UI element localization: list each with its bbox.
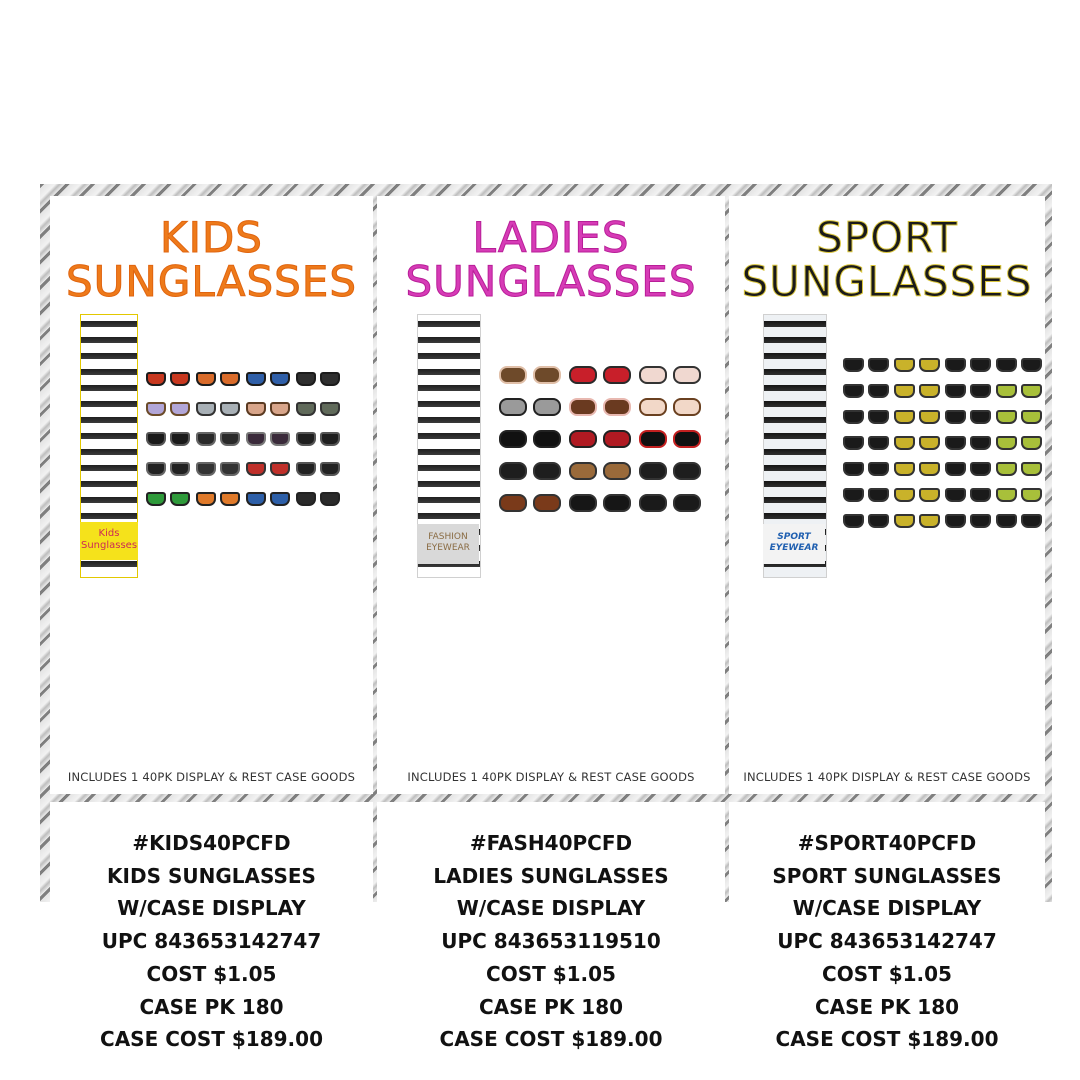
kids-product-name: KIDS SUNGLASSES [107, 863, 316, 888]
sport-variant: W/CASE DISPLAY [792, 896, 982, 921]
sunglasses-thumbnail [639, 396, 701, 418]
sport-cost: COST $1.05 [822, 961, 952, 986]
sunglasses-thumbnail [945, 486, 991, 504]
sunglasses-thumbnail [996, 512, 1042, 530]
sunglasses-thumbnail [996, 486, 1042, 504]
sunglasses-thumbnail [843, 434, 889, 452]
sunglasses-thumbnail [894, 434, 940, 452]
sunglasses-thumbnail [569, 428, 631, 450]
kids-rack-label: Kids Sunglasses [80, 522, 138, 560]
sunglasses-thumbnail [843, 486, 889, 504]
sport-headline-line-1: SPORT [816, 213, 958, 262]
sunglasses-thumbnail [146, 430, 190, 448]
kids-headline-line-2: SUNGLASSES [66, 257, 357, 306]
sport-upc: UPC 843653142747 [777, 929, 997, 954]
sunglasses-thumbnail [296, 370, 340, 388]
ladies-case-pack: CASE PK 180 [478, 994, 624, 1019]
sunglasses-thumbnail [945, 460, 991, 478]
sunglasses-thumbnail [945, 382, 991, 400]
sport-case-cost: CASE COST $189.00 [775, 1027, 999, 1052]
sunglasses-thumbnail [843, 382, 889, 400]
sunglasses-thumbnail [499, 460, 561, 482]
sunglasses-thumbnail [894, 382, 940, 400]
sport-headline [729, 213, 1045, 306]
kids-case-cost: CASE COST $189.00 [100, 1027, 323, 1052]
ladies-headline-line-2: SUNGLASSES [405, 257, 697, 306]
ladies-upc: UPC 843653119510 [441, 929, 661, 954]
sunglasses-thumbnail [996, 408, 1042, 426]
sunglasses-thumbnail [996, 382, 1042, 400]
sunglasses-thumbnail [499, 396, 561, 418]
sunglasses-thumbnail [196, 490, 240, 508]
sunglasses-thumbnail [246, 490, 290, 508]
ladies-sunglasses-grid [499, 364, 701, 514]
kids-item-code: #KIDS40PCFD [132, 831, 291, 855]
sunglasses-thumbnail [246, 370, 290, 388]
product-sheet [40, 184, 1052, 1052]
kids-upc: UPC 843653142747 [101, 929, 322, 954]
ladies-rack-label: FASHION EYEWEAR [417, 524, 479, 564]
kids-display-note: INCLUDES 1 40PK DISPLAY & REST CASE GOODS [67, 770, 356, 784]
sunglasses-thumbnail [843, 408, 889, 426]
sport-item-code: #SPORT40PCFD [797, 831, 977, 855]
sunglasses-thumbnail [499, 428, 561, 450]
sunglasses-thumbnail [296, 400, 340, 418]
ladies-variant: W/CASE DISPLAY [456, 896, 646, 921]
kids-headline [50, 213, 373, 306]
sport-details-panel [729, 802, 1045, 1074]
sunglasses-thumbnail [639, 492, 701, 514]
ladies-item-code: #FASH40PCFD [469, 831, 633, 855]
sunglasses-thumbnail [569, 460, 631, 482]
sport-sunglasses-grid [843, 356, 1042, 530]
ladies-case-cost: CASE COST $189.00 [439, 1027, 663, 1052]
sport-rack-label: SPORT EYEWEAR [763, 524, 825, 564]
ladies-cost: COST $1.05 [486, 961, 616, 986]
sport-product-image-panel [729, 196, 1045, 794]
sunglasses-thumbnail [246, 460, 290, 478]
kids-headline-line-1: KIDS [160, 213, 263, 262]
ladies-product-image-panel [377, 196, 725, 794]
sport-case-pack: CASE PK 180 [814, 994, 960, 1019]
ladies-product-name: LADIES SUNGLASSES [433, 863, 669, 888]
sunglasses-thumbnail [246, 400, 290, 418]
ladies-display-note: INCLUDES 1 40PK DISPLAY & REST CASE GOODS [407, 770, 695, 784]
kids-product-image-panel [50, 196, 373, 794]
sunglasses-thumbnail [499, 364, 561, 386]
sunglasses-thumbnail [639, 460, 701, 482]
sunglasses-thumbnail [196, 430, 240, 448]
sunglasses-thumbnail [639, 428, 701, 450]
sunglasses-thumbnail [894, 408, 940, 426]
sport-display-note: INCLUDES 1 40PK DISPLAY & REST CASE GOODS [743, 770, 1031, 784]
sunglasses-thumbnail [146, 400, 190, 418]
kids-details-panel [50, 802, 373, 1074]
sunglasses-thumbnail [569, 364, 631, 386]
sunglasses-thumbnail [146, 460, 190, 478]
sunglasses-thumbnail [569, 396, 631, 418]
sport-product-name: SPORT SUNGLASSES [772, 863, 1002, 888]
sunglasses-thumbnail [945, 434, 991, 452]
ladies-details-panel [377, 802, 725, 1074]
sunglasses-thumbnail [843, 460, 889, 478]
kids-sunglasses-grid [146, 370, 340, 508]
sunglasses-thumbnail [499, 492, 561, 514]
sunglasses-thumbnail [996, 356, 1042, 374]
sunglasses-thumbnail [894, 460, 940, 478]
sunglasses-thumbnail [894, 512, 940, 530]
sunglasses-thumbnail [196, 460, 240, 478]
sunglasses-thumbnail [945, 512, 991, 530]
sunglasses-thumbnail [945, 408, 991, 426]
sunglasses-thumbnail [296, 430, 340, 448]
sunglasses-thumbnail [246, 430, 290, 448]
kids-cost: COST $1.05 [146, 961, 277, 986]
sunglasses-thumbnail [894, 486, 940, 504]
sunglasses-thumbnail [894, 356, 940, 374]
sunglasses-thumbnail [196, 370, 240, 388]
sunglasses-thumbnail [945, 356, 991, 374]
sport-headline-line-2: SUNGLASSES [741, 257, 1033, 306]
sunglasses-thumbnail [196, 400, 240, 418]
sunglasses-thumbnail [639, 364, 701, 386]
kids-variant: W/CASE DISPLAY [117, 896, 306, 921]
sunglasses-thumbnail [296, 460, 340, 478]
sunglasses-thumbnail [843, 356, 889, 374]
sunglasses-thumbnail [996, 434, 1042, 452]
ladies-headline [377, 213, 725, 306]
sunglasses-thumbnail [996, 460, 1042, 478]
sunglasses-thumbnail [569, 492, 631, 514]
sunglasses-thumbnail [843, 512, 889, 530]
sunglasses-thumbnail [146, 490, 190, 508]
sunglasses-thumbnail [146, 370, 190, 388]
sunglasses-thumbnail [296, 490, 340, 508]
kids-case-pack: CASE PK 180 [139, 994, 284, 1019]
ladies-headline-line-1: LADIES [472, 213, 630, 262]
